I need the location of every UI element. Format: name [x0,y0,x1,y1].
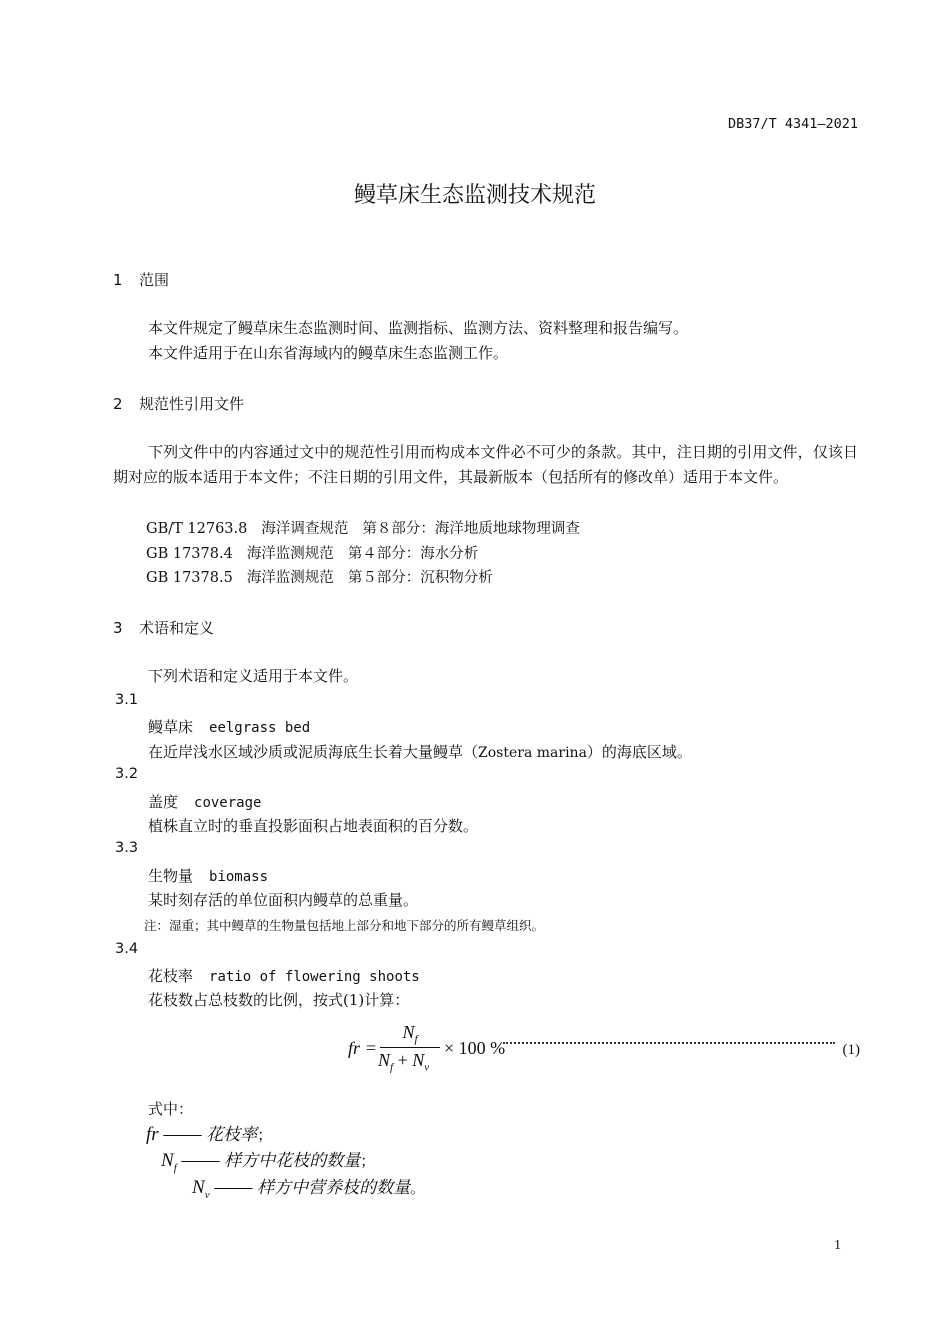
term-english: coverage [194,795,262,811]
term-number: 3.4 [115,941,139,957]
numerator-subscript: f [414,1033,418,1046]
term-chinese: 鳗草床 [148,718,194,736]
reference-name: 海洋监测规范 [246,570,334,586]
term-heading [148,865,268,886]
term-chinese: 生物量 [148,867,194,885]
where-symbol: N [192,1177,205,1198]
reference-part: 第８部分：海洋地质地球物理调查 [362,521,580,537]
term-note [144,916,544,934]
formula-denominator [378,1050,448,1074]
reference-item [146,542,478,563]
where-subscript: v [204,1188,210,1201]
term-number: 3.2 [115,766,139,782]
section-title: 范围 [139,271,170,289]
reference-code: GB 17378.5 [146,570,233,586]
term-english: biomass [209,869,269,885]
term-chinese: 盖度 [148,793,179,811]
standard-number: DB37/T 4341—2021 [727,116,858,132]
formula-times-percent: × 100 % [444,1038,506,1058]
where-intro: 式中： [148,1100,194,1118]
section-number: 3 [113,619,123,637]
formula-1 [348,1022,860,1076]
formula-number: (1) [842,1042,860,1058]
reference-part: 第４部分：海水分析 [347,546,479,562]
where-item [161,1146,375,1174]
denominator-variable: N [412,1050,425,1070]
reference-item [146,517,580,538]
numerator-variable: N [402,1022,415,1042]
where-dash: —— [181,1150,220,1171]
fraction-bar [380,1047,440,1048]
term-heading [148,716,310,737]
where-punct: ； [257,1126,273,1144]
section-2-intro: 下列文件中的内容通过文中的规范性引用而构成本文件必不可少的条款。其中，注日期的引用文件，仅该日期对应的版本适用于本文件；不注日期的引用文件，其最新版本（包括所有的修改单）适用于本文件。 [113,443,858,486]
where-subscript: f [173,1161,177,1174]
formula-numerator [378,1022,442,1046]
section-3-intro: 下列术语和定义适用于本文件。 [148,667,359,685]
term-english: eelgrass bed [209,720,311,736]
term-heading [148,965,420,986]
where-description: 样方中营养枝的数量 [257,1178,411,1198]
term-heading [148,791,261,812]
where-dash: —— [163,1124,202,1145]
denominator-subscript: f [390,1061,394,1074]
denominator-plus: + [393,1050,413,1070]
section-number: 2 [113,395,123,413]
term-number: 3.1 [115,692,139,708]
definition-text: 在近岸浅水区域沙质或泥质海底生长着大量鳗草（ [148,743,479,761]
section-number: 1 [113,271,123,289]
definition-text: ）的海底区域。 [586,743,692,761]
formula-lhs: fr [348,1038,361,1058]
section-title: 术语和定义 [139,619,215,637]
reference-item [146,566,493,587]
denominator-variable: N [378,1050,391,1070]
term-number: 3.3 [115,840,139,856]
where-item [192,1173,425,1201]
note-label: 注： [144,918,170,933]
reference-name: 海洋调查规范 [261,521,349,537]
where-punct: 。 [410,1179,426,1197]
term-definition: 植株直立时的垂直投影面积占地表面积的百分数。 [148,817,479,835]
denominator-subscript: v [424,1061,430,1074]
section-1-paragraph-2: 本文件适用于在山东省海域内的鳗草床生态监测工作。 [148,344,509,362]
section-title: 规范性引用文件 [139,395,245,413]
formula-equals: = [366,1038,377,1058]
where-punct: ； [360,1152,376,1170]
reference-code: GB 17378.4 [146,546,233,562]
page-number: 1 [834,1238,841,1253]
term-definition: 花枝数占总枝数的比例，按式(1)计算： [148,991,410,1009]
latin-name: Zostera marina [478,745,587,761]
section-1-heading [113,269,169,290]
where-symbol: N [161,1150,174,1171]
reference-code: GB/T 12763.8 [146,521,248,537]
where-dash: —— [214,1177,253,1198]
formula-leader-dots [503,1042,835,1044]
section-1-paragraph-1: 本文件规定了鳗草床生态监测时间、监测指标、监测方法、资料整理和报告编写。 [148,319,689,337]
reference-part: 第５部分：沉积物分析 [347,570,493,586]
document-title: 鳗草床生态监测技术规范 [353,183,596,208]
section-3-heading [113,617,214,638]
term-chinese: 花枝率 [148,967,194,985]
term-english: ratio of flowering shoots [209,969,420,985]
term-definition [148,740,858,766]
note-text: 湿重；其中鳗草的生物量包括地上部分和地下部分的所有鳗草组织。 [169,918,545,933]
where-description: 样方中花枝的数量 [224,1151,361,1171]
reference-name: 海洋监测规范 [246,546,334,562]
term-definition: 某时刻存活的单位面积内鳗草的总重量。 [148,891,419,909]
where-description: 花枝率 [206,1125,258,1145]
section-2-heading [113,393,244,414]
where-symbol: fr [146,1124,159,1145]
where-item [146,1120,272,1146]
